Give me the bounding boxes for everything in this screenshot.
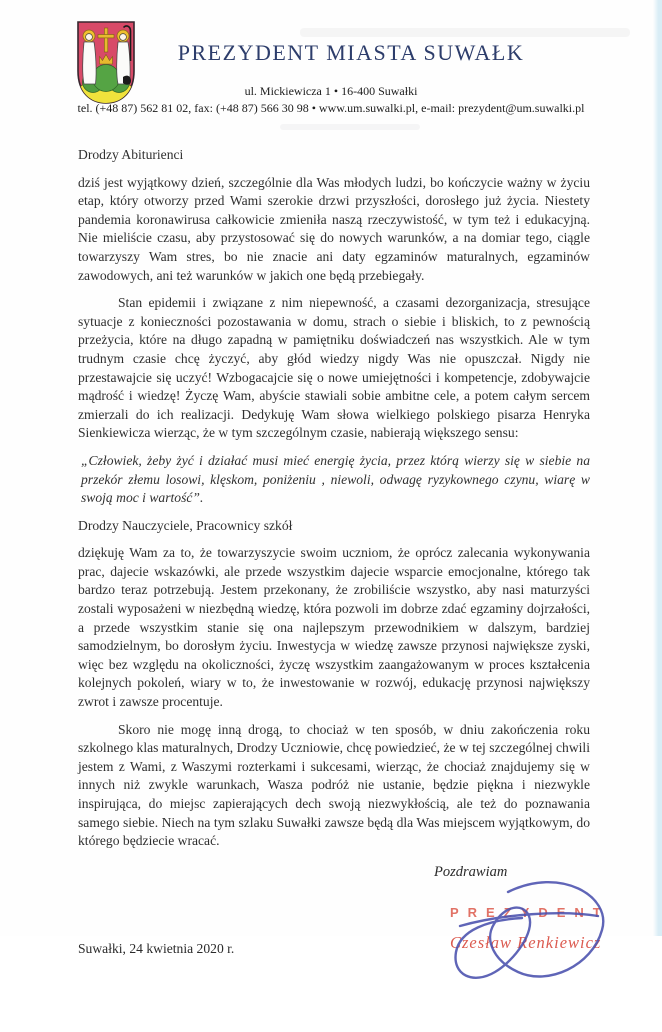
letter-body — [78, 146, 610, 1032]
letterhead-contact: tel. (+48 87) 562 81 02, fax: (+48 87) 566 30 98 • www.um.suwalki.pl, e-mail: prezydent@um.suwalki.pl — [77, 101, 585, 115]
stamp-name: Czesław Renkiewicz — [450, 933, 602, 953]
scan-edge-artifact — [653, 0, 662, 936]
letterhead-title: PREZYDENT MIASTA SUWAŁK — [177, 40, 525, 65]
letterhead — [0, 0, 662, 140]
stamp-title: PREZYDENT — [450, 904, 610, 920]
salutation-teachers: Drodzy Nauczyciele, Pracownicy szkół — [78, 517, 293, 533]
paragraph-2: Stan epidemii i związane z nim niepewność, a czasami dezorganizacja, stresujące sytuacje z konieczności pozostawania w domu, strach o siebie i bliskich, to z pewnością przeżycia, które na długo zapadną w pamiętniku doświadczeń nas wszystkich. Ale w tym trudnym czasie chcę życzyć, aby głód wiedzy nigdy Was nie opuszczał. Nigdy nie przestawajcie się uczyć! Wzbogacajcie się o nowe umiejętności i kompetencje, zdobywajcie mądrość i wiedzę! Życzę Wam, abyście stawiali sobie ambitne cele, a potem całym sercem zmierzali do ich realizacji. Dedykuję Wam słowa wielkiego polskiego pisarza Henryka Sienkiewicza wierząc, że w tym szczególnym czasie, nabierają większego sensu: — [78, 295, 590, 441]
paragraph-1: dziś jest wyjątkowy dzień, szczególnie dla Was młodych ludzi, bo kończycie ważny w życiu etap, który otworzy przed Wami szerokie drzwi przyszłości, dorosłego już życia. Niestety pandemia koronawirusa całkowicie zmieniła naszą rzeczywistość, w tym też i edukacyjną. Nie mieliście czasu, aby przystosować się do nowych warunków, a na domiar tego, ciągle towarzyszy Wam stres, bo nie znacie ani daty egzaminów maturalnych, egzaminów zawodowych, ani też warunków w jakich one będą przebiegały. — [78, 174, 590, 283]
paragraph-4: Skoro nie mogę inną drogą, to chociaż w ten sposób, w dniu zakończenia roku szkolnego klas maturalnych, Drodzy Uczniowie, chcę powiedzieć, że w tej szczególnej chwili jestem z Wami, z Waszymi rozterkami i sukcesami, wierząc, że chociaż znajdujemy się w innych niż zwykle warunkach, Wasza podróż nie ustanie, będzie piękna i niezwykle inspirująca, do miejsc zapierających dech swoją niezwykłością, ale też do poznawania samego siebie. Niech na tym szlaku Suwałki zawsze będą dla Was miejscem wyjątkowym, do którego będziecie wracać. — [78, 721, 590, 849]
letterhead-address: ul. Mickiewicza 1 • 16-400 Suwałki — [244, 84, 418, 98]
closing-word: Pozdrawiam — [434, 863, 508, 880]
paragraph-3: dziękuję Wam za to, że towarzyszycie swoim uczniom, że oprócz zalecania wykonywania prac, dajecie wskazówki, ale przede wszystkim dajecie wsparcie emocjonalne, którego tak bardzo teraz potrzebują. Jestem przekonany, że zrobiliście wszystko, aby nasi maturzyści zostali wyposażeni w niezbędną wiedzę, która pozwoli im dobrze zdać egzaminy dojrzałości, a przede wszystkim stanie się ona najlepszym przewodnikiem w dalszym, bardziej samodzielnym, bo dorosłym życiu. Inwestycja w wiedzę zawsze przynosi największe zyski, więc bez względu na okoliczności, życzę wszystkim zaangażowanym w proces kształcenia kolejnych pokoleń, wiary w to, że inwestowanie w rozwój, edukację przynosi największy zwrot i zawsze procentuje. — [78, 545, 590, 710]
sienkiewicz-quote: „Człowiek, żeby żyć i działać musi mieć energię życia, przez którą wierzy się w siebie na przekór złemu losowi, klęskom, poniżeniu , niewoli, odwagę ryzykownego czynu, wiarę w swoją moc i wartość”. — [81, 452, 590, 506]
salutation-students: Drodzy Abiturienci — [78, 147, 184, 162]
date-place: Suwałki, 24 kwietnia 2020 r. — [78, 940, 235, 956]
signature-area — [78, 860, 610, 1032]
